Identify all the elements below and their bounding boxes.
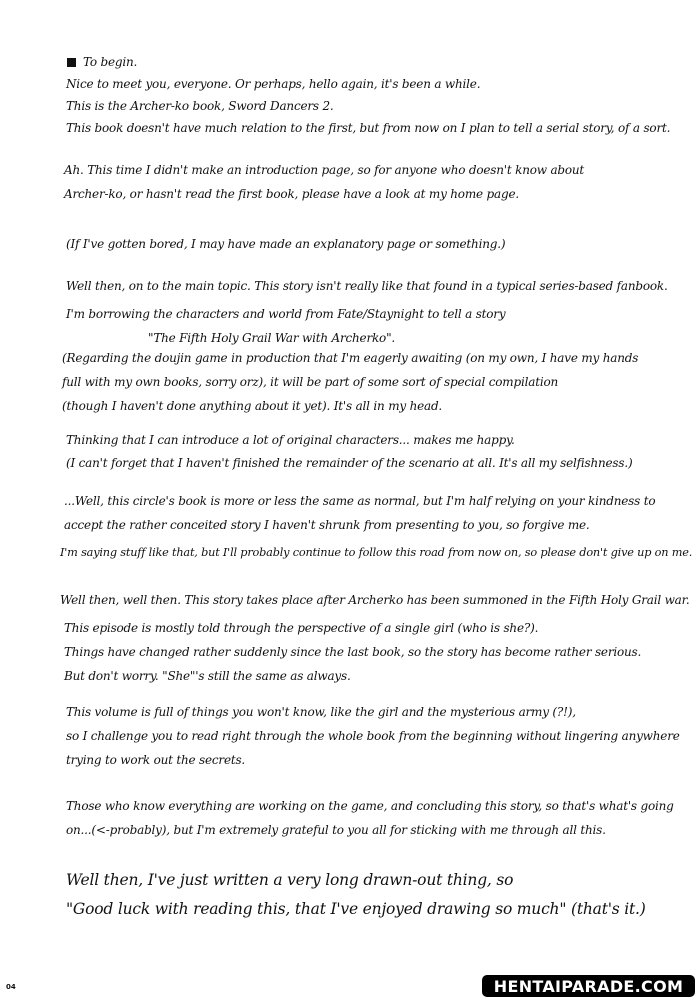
text-line: Well then, on to the main topic. This story isn't really like that found in a typical series-based fanbook.	[66, 279, 668, 293]
text-line: Well then, I've just written a very long drawn-out thing, so	[66, 871, 514, 889]
text-line: To begin.	[83, 55, 138, 69]
text-line: This book doesn't have much relation to the first, but from now on I plan to tell a serial story, of a sort.	[66, 121, 671, 135]
watermark-text: HENTAIPARADE.COM	[493, 976, 684, 996]
text-line: But don't worry. "She"'s still the same as always.	[64, 669, 351, 683]
text-line: accept the rather conceited story I haven't shrunk from presenting to you, so forgive me.	[64, 518, 590, 532]
text-line: full with my own books, sorry orz), it will be part of some sort of special compilation	[62, 375, 559, 389]
text-line: (though I haven't done anything about it yet). It's all in my head.	[62, 399, 443, 413]
text-line: Nice to meet you, everyone. Or perhaps, hello again, it's been a while.	[66, 77, 481, 91]
page-number: 04	[6, 983, 16, 991]
text-line: Things have changed rather suddenly since the last book, so the story has become rather serious.	[64, 645, 642, 659]
text-line: This volume is full of things you won't know, like the girl and the mysterious army (?!),	[66, 705, 576, 719]
text-line: on...(<-probably), but I'm extremely grateful to you all for sticking with me through all this.	[66, 823, 606, 837]
text-line: This episode is mostly told through the perspective of a single girl (who is she?).	[64, 621, 539, 635]
text-line: "The Fifth Holy Grail War with Archerko".	[148, 331, 396, 345]
text-line: Thinking that I can introduce a lot of original characters... makes me happy.	[66, 433, 515, 447]
text-line: ...Well, this circle's book is more or less the same as normal, but I'm half relying on your kindness to	[64, 494, 656, 508]
text-line: (I can't forget that I haven't finished the remainder of the scenario at all. It's all my selfishness.)	[66, 456, 633, 470]
text-line: I'm saying stuff like that, but I'll probably continue to follow this road from now on, so please don't give up on me.	[60, 546, 693, 559]
text-line: (Regarding the doujin game in production that I'm eagerly awaiting (on my own, I have my hands	[62, 351, 639, 365]
text-line: Archer-ko, or hasn't read the first book, please have a look at my home page.	[64, 187, 519, 201]
text-line: I'm borrowing the characters and world from Fate/Staynight to tell a story	[66, 307, 506, 321]
text-line: This is the Archer-ko book, Sword Dancers 2.	[66, 99, 334, 113]
watermark-badge	[482, 975, 695, 997]
bullet-square-icon	[67, 58, 76, 67]
text-line: Those who know everything are working on the game, and concluding this story, so that's what's going	[66, 799, 674, 813]
text-line: Ah. This time I didn't make an introduction page, so for anyone who doesn't know about	[64, 163, 585, 177]
text-line: Well then, well then. This story takes place after Archerko has been summoned in the Fifth Holy Grail war.	[60, 593, 690, 607]
text-line: (If I've gotten bored, I may have made an explanatory page or something.)	[66, 237, 506, 251]
text-line: "Good luck with reading this, that I've enjoyed drawing so much" (that's it.)	[66, 900, 646, 918]
text-line: trying to work out the secrets.	[66, 753, 246, 767]
text-line: so I challenge you to read right through the whole book from the beginning without lingering anywhere	[66, 729, 680, 743]
